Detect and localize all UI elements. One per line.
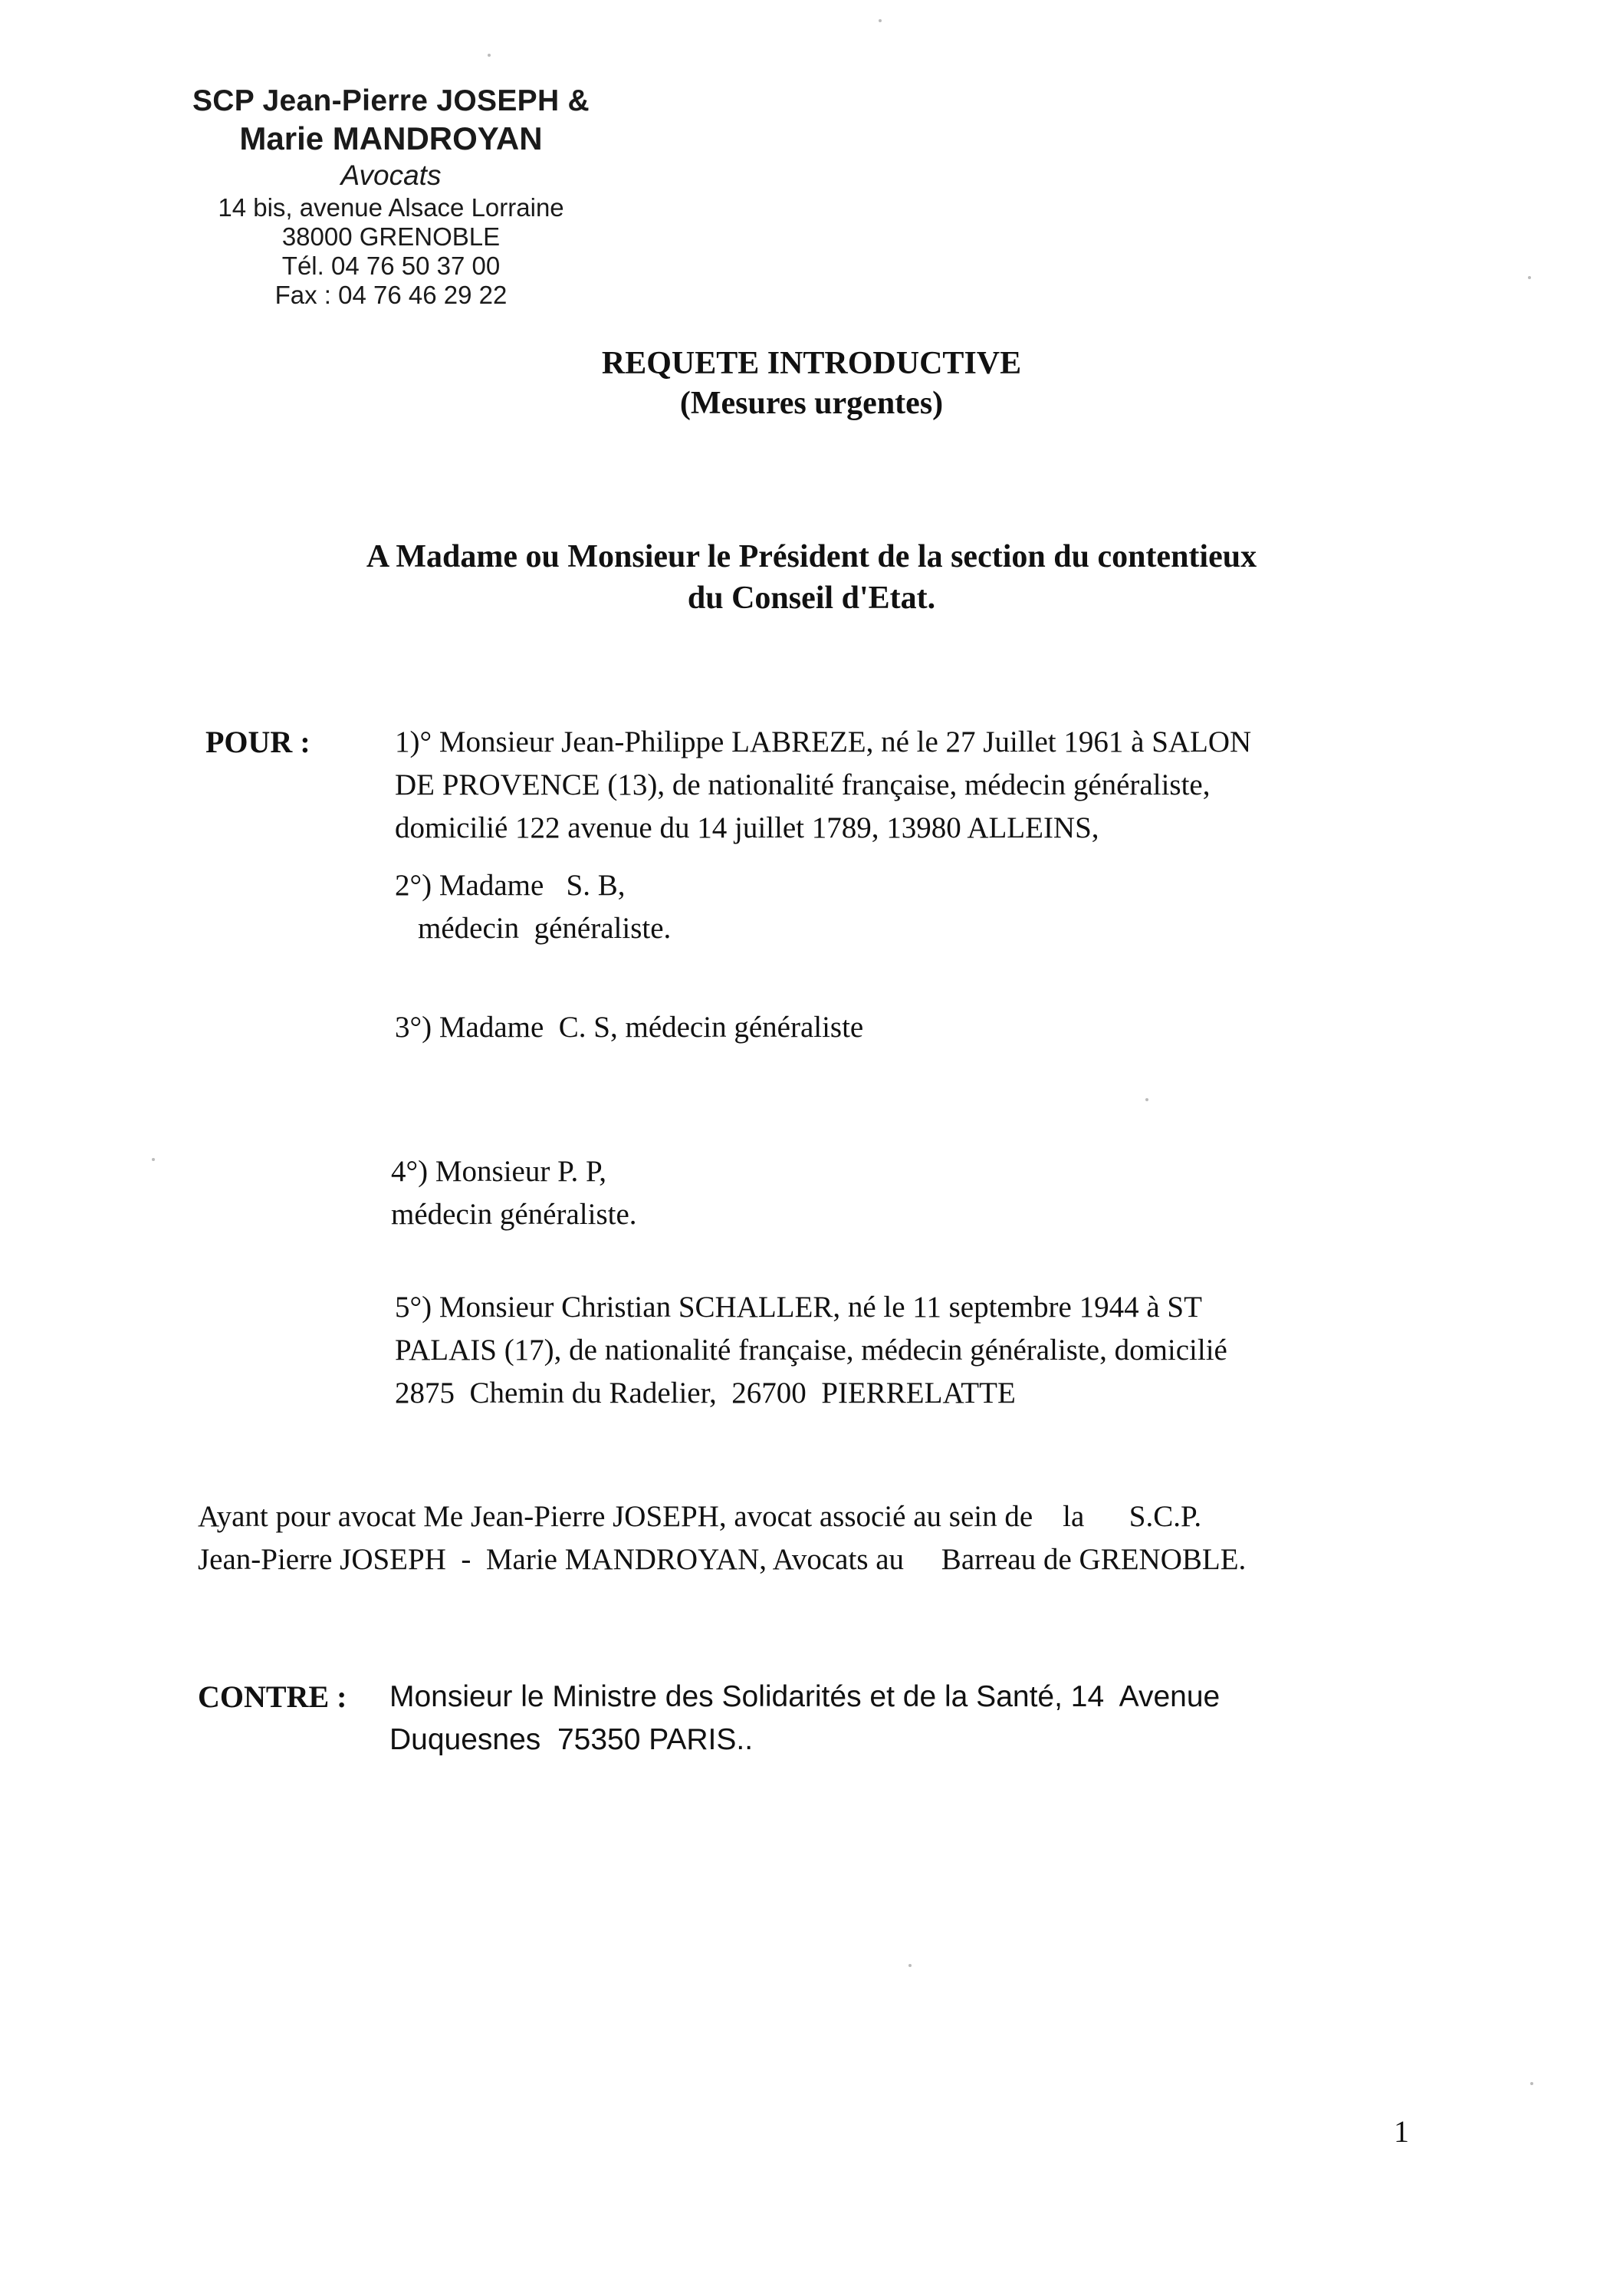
contre-label: CONTRE : [198, 1679, 347, 1714]
partner-name: Marie MANDROYAN [239, 120, 543, 156]
firm-fax: Fax : 04 76 46 29 22 [274, 281, 508, 309]
scan-speck [908, 1964, 912, 1967]
lawyer-line-1: Ayant pour avocat Me Jean-Pierre JOSEPH, avocat associé au sein de la S.C.P. [198, 1500, 1202, 1533]
party-3-line-1: 3°) Madame C. S, médecin généraliste [395, 1011, 864, 1044]
contre-party [389, 1676, 1309, 1761]
firm-phone: Tél. 04 76 50 37 00 [281, 252, 501, 280]
firm-address-city: 38000 GRENOBLE [281, 222, 501, 251]
lawyer-line-2: Jean-Pierre JOSEPH - Marie MANDROYAN, Avocats au Barreau de GRENOBLE. [198, 1543, 1247, 1576]
addressee-line-2: du Conseil d'Etat. [687, 581, 936, 616]
scan-speck [152, 1158, 155, 1161]
firm-address-street: 14 bis, avenue Alsace Lorraine [218, 193, 564, 222]
firm-role: Avocats [340, 160, 442, 191]
party-5-line-2: PALAIS (17), de nationalité française, médecin généraliste, domicilié [395, 1334, 1227, 1367]
party-1-line-3: domicilié 122 avenue du 14 juillet 1789, 13980 ALLEINS, [395, 811, 1099, 844]
document-subtitle: (Mesures urgentes) [679, 386, 944, 421]
contre-line-2: Duquesnes 75350 PARIS.. [389, 1723, 754, 1756]
party-2-line-2: médecin généraliste. [418, 912, 672, 945]
scan-speck [1145, 1098, 1148, 1101]
party-4-line-1: 4°) Monsieur P. P, [391, 1155, 607, 1188]
party-5-line-1: 5°) Monsieur Christian SCHALLER, né le 11 septembre 1944 à ST [395, 1291, 1202, 1324]
party-2 [395, 864, 1426, 950]
party-3 [395, 1006, 1426, 1049]
party-1-line-1: 1)° Monsieur Jean-Philippe LABREZE, né le 27 Juillet 1961 à SALON [395, 725, 1252, 758]
party-1-line-2: DE PROVENCE (13), de nationalité française, médecin généraliste, [395, 768, 1211, 801]
party-2-line-1: 2°) Madame S. B, [395, 869, 626, 902]
scan-speck [879, 19, 882, 22]
scan-speck [488, 54, 491, 57]
party-4 [391, 1150, 1422, 1236]
contre-line-1: Monsieur le Ministre des Solidarités et de la Santé, 14 Avenue [389, 1680, 1221, 1713]
scan-speck [1528, 276, 1531, 279]
document-title: REQUETE INTRODUCTIVE [601, 346, 1022, 381]
scan-speck [1530, 2082, 1533, 2085]
pour-label: POUR : [205, 725, 310, 759]
page-number: 1 [1394, 2114, 1409, 2149]
party-5-line-3: 2875 Chemin du Radelier, 26700 PIERRELATTE [395, 1377, 1016, 1410]
letterhead [176, 83, 606, 310]
addressee-line-1: A Madame ou Monsieur le Président de la section du contentieux [366, 539, 1257, 574]
party-5 [395, 1286, 1426, 1415]
firm-name: SCP Jean-Pierre JOSEPH & [192, 84, 590, 117]
lawyer-paragraph [198, 1495, 1426, 1581]
party-1 [395, 721, 1426, 850]
party-4-line-2: médecin généraliste. [391, 1198, 637, 1231]
